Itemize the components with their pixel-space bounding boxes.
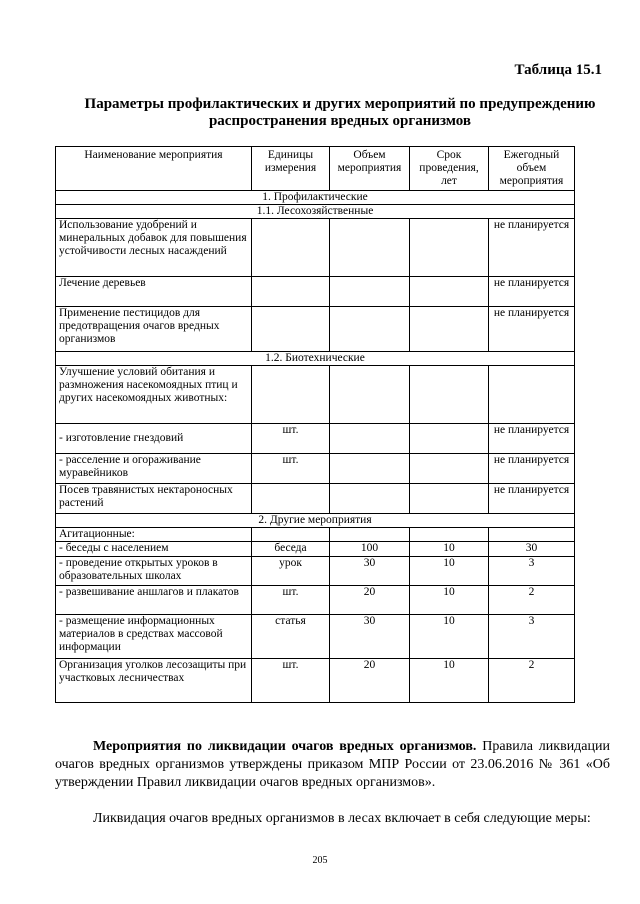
cell-units: шт. [252,454,330,484]
cell-annual: 3 [489,557,575,586]
cell-name: Применение пестицидов для предотвращения очагов вредных организмов [56,307,252,352]
table-row [56,528,575,542]
cell-units [252,366,330,424]
header-period: Срок проведения, лет [410,147,489,191]
cell-volume [330,277,410,307]
cell-name: - развешивание аншлагов и плакатов [56,586,252,615]
cell-name: Улучшение условий обитания и размножения насекомоядных птиц и других насекомоядных животных: [56,366,252,424]
section-row [56,514,575,528]
table-row [56,586,575,615]
section-title: 1. Профилактические [56,191,575,205]
cell-annual: не планируется [489,307,575,352]
cell-volume: 30 [330,557,410,586]
cell-units [252,484,330,514]
table-row [56,557,575,586]
cell-period [410,219,489,277]
cell-period: 10 [410,659,489,703]
cell-name: Посев травянистых нектароносных растений [56,484,252,514]
cell-name: - проведение открытых уроков в образовательных школах [56,557,252,586]
paragraph-bold-heading: Мероприятия по ликвидации очагов вредных организмов. [93,739,477,754]
table-row [56,307,575,352]
cell-period [410,484,489,514]
table-row [56,659,575,703]
header-volume: Объем мероприятия [330,147,410,191]
table-row [56,454,575,484]
cell-annual [489,528,575,542]
cell-annual: не планируется [489,454,575,484]
cell-period: 10 [410,586,489,615]
cell-period: 10 [410,557,489,586]
section-row [56,352,575,366]
cell-volume: 20 [330,586,410,615]
section-title: 1.1. Лесохозяйственные [56,205,575,219]
cell-annual: 3 [489,615,575,659]
cell-volume [330,307,410,352]
section-row [56,191,575,205]
measures-table [55,146,575,703]
cell-volume: 30 [330,615,410,659]
cell-period [410,366,489,424]
cell-name: - расселение и огораживание муравейников [56,454,252,484]
cell-volume [330,424,410,454]
table-row [56,542,575,557]
page-number: 205 [312,855,328,866]
table-label: Таблица 15.1 [514,62,602,78]
title-line-1: Параметры профилактических и других мероприятий по предупреждению [84,96,596,112]
cell-units: шт. [252,659,330,703]
section-title: 1.2. Биотехнические [56,352,575,366]
cell-annual [489,366,575,424]
cell-annual: не планируется [489,484,575,514]
header-units: Единицы измерения [252,147,330,191]
section-title: 2. Другие мероприятия [56,514,575,528]
table-row [56,615,575,659]
table-row [56,219,575,277]
header-row [56,147,575,191]
cell-annual: не планируется [489,424,575,454]
cell-volume [330,219,410,277]
cell-volume: 20 [330,659,410,703]
cell-name: Лечение деревьев [56,277,252,307]
cell-period [410,307,489,352]
title-line-2: распространения вредных организмов [208,113,472,129]
cell-name: Агитационные: [56,528,252,542]
section-row [56,205,575,219]
cell-volume [330,454,410,484]
cell-name: - изготовление гнездовий [56,424,252,454]
cell-units: статья [252,615,330,659]
cell-volume: 100 [330,542,410,557]
cell-volume [330,528,410,542]
table-row [56,424,575,454]
cell-annual: 30 [489,542,575,557]
cell-units [252,277,330,307]
cell-units: беседа [252,542,330,557]
cell-units: урок [252,557,330,586]
table-row [56,277,575,307]
header-annual: Ежегодный объем мероприятия [489,147,575,191]
table-row [56,366,575,424]
cell-annual: не планируется [489,219,575,277]
cell-annual: 2 [489,659,575,703]
cell-period: 10 [410,542,489,557]
cell-units: шт. [252,586,330,615]
cell-period: 10 [410,615,489,659]
header-name: Наименование мероприятия [56,147,252,191]
cell-units [252,219,330,277]
cell-annual: не планируется [489,277,575,307]
paragraph-body: Правила ликвидации очагов вредных организмов утверждены приказом МПР России от 23.06.2016 № 361 «Об утверждении Правил ликвидации очагов вредных организмов». [55,739,610,790]
table-row [56,484,575,514]
cell-name: Организация уголков лесозащиты при участковых лесничествах [56,659,252,703]
cell-name: - беседы с населением [56,542,252,557]
cell-period [410,454,489,484]
paragraph-liquidation-rules [55,738,610,792]
cell-units [252,528,330,542]
cell-period [410,424,489,454]
table-title [60,96,620,130]
cell-units: шт. [252,424,330,454]
cell-units [252,307,330,352]
cell-name: - размещение информационных материалов в средствах массовой информации [56,615,252,659]
cell-period [410,528,489,542]
paragraph-liquidation-measures: Ликвидация очагов вредных организмов в лесах включает в себя следующие меры: [93,811,591,826]
cell-name: Использование удобрений и минеральных добавок для повышения устойчивости лесных насаждений [56,219,252,277]
cell-volume [330,366,410,424]
cell-annual: 2 [489,586,575,615]
cell-volume [330,484,410,514]
cell-period [410,277,489,307]
